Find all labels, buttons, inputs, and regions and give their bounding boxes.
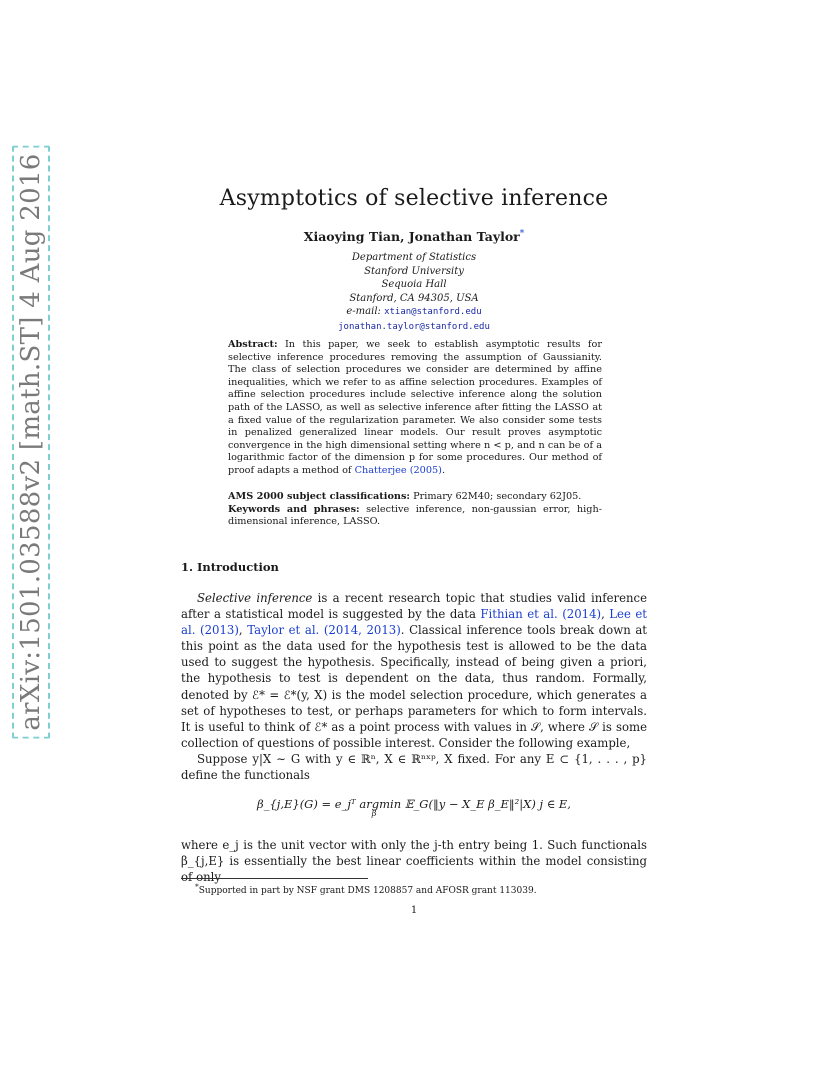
intro-paragraph-3: where e_j is the unit vector with only the j-th entry being 1. Such functionals β_{j,E} is essentially the best linear coefficients within the model consisting of only [181, 838, 647, 885]
abstract-text: In this paper, we seek to establish asymptotic results for selective inference procedures removing the assumption of Gaussianity. The class of selection procedures we consider are determined by affine inequalities, which we refer to as affine selection procedures. Examples of affine selection procedures include selective inference along the solution path of the LASSO, as well as selective inference after fitting the LASSO at a fixed value of the regularization parameter. We also consider some tests in penalized generalized linear models. Our result proves asymptotic convergence in the high dimensional setting where n < p, and n can be of a logarithmic factor of the dimension p for some procedures. Our method of proof adapts a method of [228, 339, 602, 476]
footnote-mark: * [195, 882, 199, 891]
para1-text-a: is a recent research topic that studies valid inference after a statistical model is suggested by the data [181, 591, 647, 622]
abstract [228, 339, 602, 478]
para1-sep-1: , [601, 607, 610, 622]
paper-authors [0, 229, 828, 244]
citation-chatterjee[interactable]: Chatterjee (2005) [354, 464, 442, 476]
page-number: 1 [410, 905, 418, 916]
affiliation-email-line [0, 305, 828, 320]
intro-body [181, 590, 647, 783]
citation-lee[interactable]: Lee et al. (2013) [181, 607, 647, 638]
keywords [228, 504, 602, 529]
affiliation-dept: Department of Statistics [351, 252, 477, 263]
classification-block [228, 491, 602, 529]
equation-body: β_{j,E}(G) = e_jᵀ argmin 𝔼_G(‖y − X_E β_E‖²|X) j ∈ E, [257, 797, 571, 811]
affiliation-hall: Sequoia Hall [381, 279, 447, 290]
affiliation-univ: Stanford University [364, 265, 464, 277]
ams-text: Primary 62M40; secondary 62J05. [413, 491, 582, 502]
section-heading-introduction: 1. Introduction [181, 560, 279, 574]
author-footnote-mark[interactable]: * [519, 229, 525, 239]
affiliation-email-line-2 [0, 320, 828, 335]
abstract-label: Abstract: [228, 339, 278, 350]
term-selective-inference: Selective inference [197, 591, 313, 605]
equation-argmin-subscript: β [371, 809, 377, 818]
keywords-text: selective inference, non-gaussian error, high-dimensional inference, LASSO. [228, 503, 602, 528]
intro-paragraph-1 [181, 590, 647, 751]
paper-title: Asymptotics of selective inference [219, 186, 609, 211]
ams-classification [228, 491, 602, 504]
para1-text-b: . Classical inference tools break down at this point as the data used for the hypothesis test is allowed to be the data used to suggest the hypothesis. Specifically, instead of being given a priori, the hypothesis to test is dependent on the data, thus random. Formally, denoted by ℰ* = ℰ*(y, X) is the model selection procedure, which generates a set of hypotheses to test, or perhaps parameters for which to form intervals. It is useful to think of ℰ* as a point process with values in 𝒮, where 𝒮 is some collection of questions of possible interest. Consider the following example, [181, 623, 647, 750]
email-link-2[interactable]: jonathan.taylor@stanford.edu [338, 321, 490, 332]
author-names: Xiaoying Tian, Jonathan Taylor [303, 229, 520, 245]
footnote [195, 882, 537, 896]
footnote-divider [181, 878, 368, 879]
arxiv-identifier[interactable]: arXiv:1501.03588v2 [math.ST] 4 Aug 2016 [12, 145, 50, 738]
para1-sep-2: , [238, 623, 248, 638]
citation-taylor[interactable]: Taylor et al. (2014, 2013) [247, 623, 401, 638]
ams-label: AMS 2000 subject classifications: [228, 491, 410, 502]
citation-fithian[interactable]: Fithian et al. (2014) [480, 607, 602, 622]
email-label: e-mail: [346, 306, 381, 317]
keywords-label: Keywords and phrases: [228, 503, 360, 515]
affiliation-block [0, 251, 828, 334]
email-link-1[interactable]: xtian@stanford.edu [384, 307, 482, 317]
footnote-text: Supported in part by NSF grant DMS 1208857 and AFOSR grant 113039. [198, 886, 537, 896]
abstract-end: . [441, 464, 446, 476]
equation-functional [181, 797, 647, 818]
affiliation-city: Stanford, CA 94305, USA [349, 292, 479, 304]
intro-paragraph-2: Suppose y|X ∼ G with y ∈ ℝⁿ, X ∈ ℝⁿˣᵖ, X fixed. For any E ⊂ {1, . . . , p} define the functionals [181, 751, 647, 783]
